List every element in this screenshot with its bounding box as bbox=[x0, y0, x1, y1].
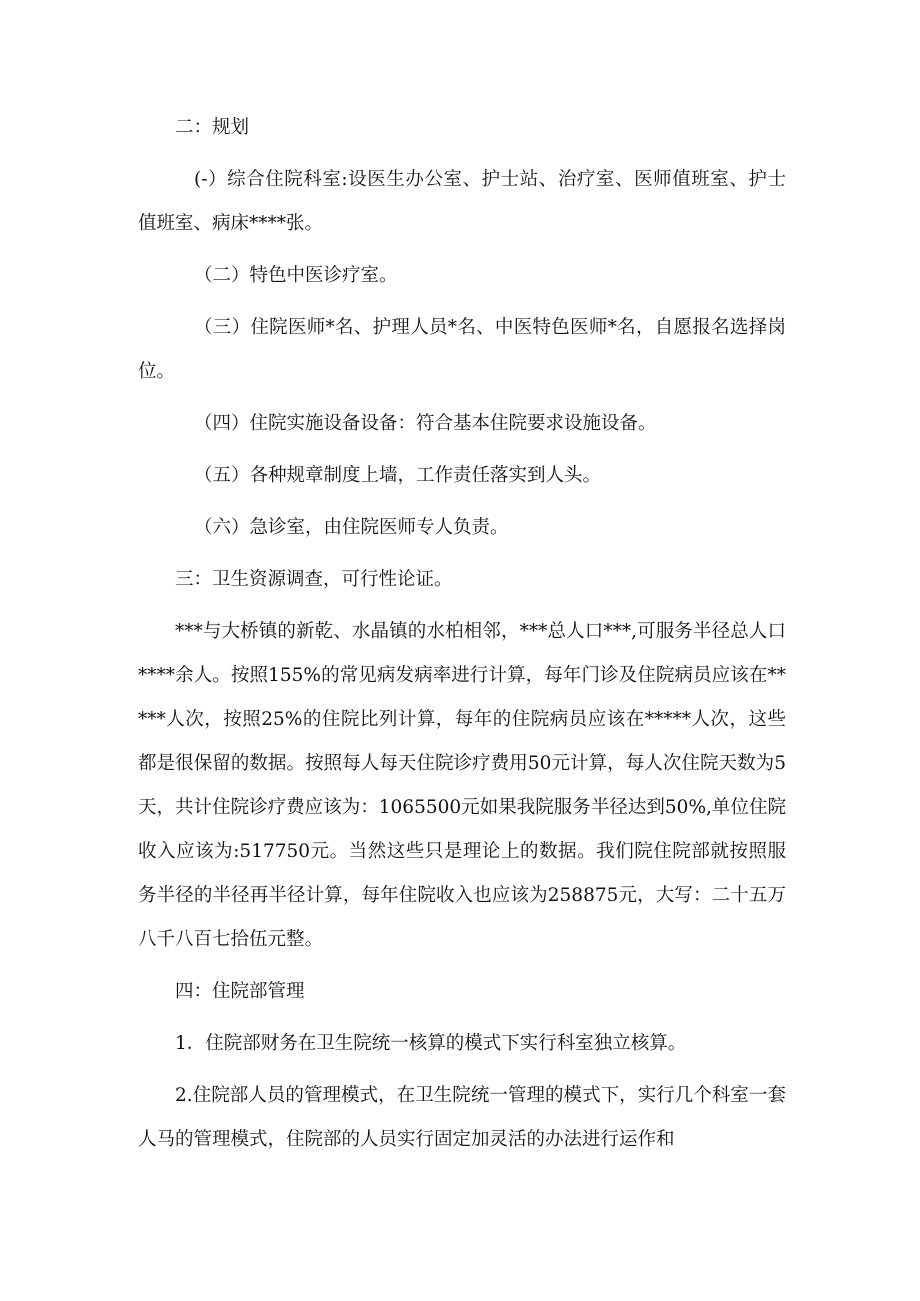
planning-item-5: （五）各种规章制度上墙，工作责任落实到人头。 bbox=[194, 465, 602, 486]
section-heading-planning: 二：规划 bbox=[175, 117, 250, 138]
planning-item-3: （三）住院医师*名、护理人员*名、中医特色医师*名，自愿报名选择岗位。 bbox=[138, 317, 786, 382]
section-heading-management: 四：住院部管理 bbox=[175, 981, 305, 1002]
survey-paragraph: ***与大桥镇的新乾、水晶镇的水柏相邻，***总人口***,可服务半径总人口****余人。按照155%的常见病发病率进行计算，每年门诊及住院病员应该在*****人次，按照25%的住院比列计算，每年的住院病员应该在*****人次，这些都是很保留的数据。按照每人每天住院诊疗费用50元计算，每人次住院天数为5天，共计住院诊疗费应该为：1065500元如果我院服务半径达到50%,单位住院收入应该为:517750元。当然这些只是理论上的数据。我们院住院部就按照服务半径的半径再半径计算，每年住院收入也应该为258875元，大写：二十五万八千八百七拾伍元整。 bbox=[138, 621, 786, 950]
document-body bbox=[138, 106, 786, 1162]
section-heading-survey: 三：卫生资源调查，可行性论证。 bbox=[175, 569, 453, 590]
planning-item-2: （二）特色中医诊疗室。 bbox=[194, 265, 398, 286]
management-item-2: 2.住院部人员的管理模式，在卫生院统一管理的模式下，实行几个科室一套人马的管理模式，住院部的人员实行固定加灵活的办法进行运作和 bbox=[138, 1085, 786, 1150]
management-item-1: 1．住院部财务在卫生院统一核算的模式下实行科室独立核算。 bbox=[175, 1033, 687, 1054]
planning-item-6: （六）急诊室，由住院医师专人负责。 bbox=[194, 517, 509, 538]
planning-item-1: (-）综合住院科室:设医生办公室、护士站、治疗室、医师值班室、护士值班室、病床****张。 bbox=[138, 169, 786, 234]
planning-item-4: （四）住院实施设备设备：符合基本住院要求设施设备。 bbox=[194, 413, 657, 434]
